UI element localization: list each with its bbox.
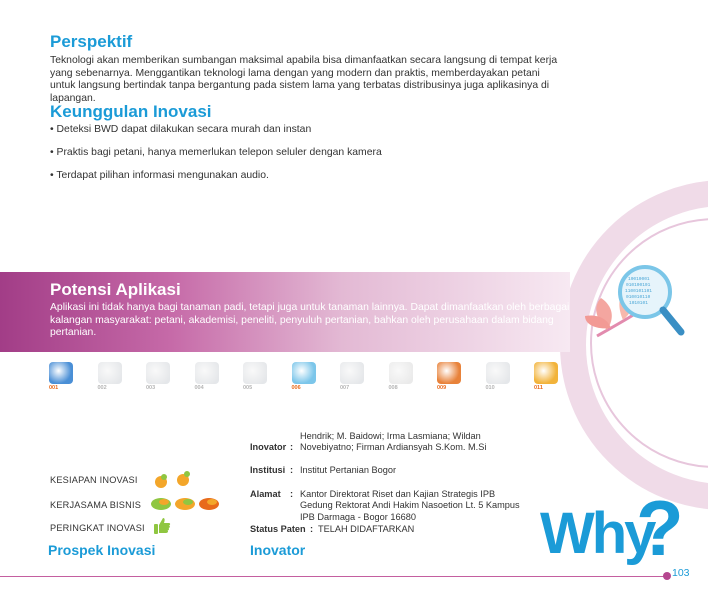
icon-number: 004	[194, 385, 204, 391]
readiness-icon	[150, 468, 196, 492]
magnifier-icon	[292, 362, 316, 384]
svg-text:010100101: 010100101	[626, 283, 651, 288]
inovator-label: Inovator	[250, 442, 287, 452]
application-icon-010	[484, 360, 518, 394]
application-icon-007	[338, 360, 372, 394]
status-paten-label: Status Paten	[250, 524, 306, 534]
alamat-label: Alamat	[250, 489, 281, 499]
page-number: 103	[672, 567, 690, 579]
splash-icon	[389, 362, 413, 384]
alamat-value: Kantor Direktorat Riset dan Kajian Strategis IPB Gedung Rektorat Andi Hakim Nasoetion Lt. 5 Kampus IPB Darmaga - Bogor 16680	[300, 489, 520, 522]
icon-number: 002	[97, 385, 107, 391]
svg-text:1100101101: 1100101101	[625, 289, 653, 294]
application-icon-011	[532, 360, 566, 394]
list-item: • Terdapat pilihan informasi mengunakan audio.	[50, 170, 382, 193]
truck-icon	[340, 362, 364, 384]
why-question-mark: ?	[636, 484, 684, 572]
brain-icon	[98, 362, 122, 384]
icon-number: 009	[437, 385, 447, 391]
potensi-text: Aplikasi ini tidak hanya bagi tanaman padi, tetapi juga untuk tanaman lainnya. Dapat dimanfaatkan oleh berbagai kalangan masyarakat: petani, akademisi, peneliti, penyuluh pertanian, bahkan oleh perusahaan dalam bidang pertanian.	[50, 302, 570, 339]
cloud-icon	[486, 362, 510, 384]
handshake-icons	[150, 494, 222, 514]
institusi-value: Institut Pertanian Bogor	[300, 465, 397, 475]
chart-icon	[534, 362, 558, 384]
kerjasama-label: KERJASAMA BISNIS	[50, 500, 142, 510]
footer-line	[0, 576, 668, 577]
inovator-title: Inovator	[250, 542, 306, 558]
application-icon-008	[387, 360, 421, 394]
colon: :	[290, 489, 294, 499]
icon-number: 008	[388, 385, 398, 391]
icon-number: 011	[534, 385, 543, 391]
application-icons-strip	[47, 360, 567, 394]
keunggulan-title: Keunggulan Inovasi	[50, 102, 212, 121]
list-item: • Praktis bagi petani, hanya memerlukan telepon seluler dengan kamera	[50, 147, 382, 170]
svg-text:010010110: 010010110	[626, 295, 651, 300]
footer-dot	[663, 572, 671, 580]
application-icon-004	[193, 360, 227, 394]
perspektif-text: Teknologi akan memberikan sumbangan maksimal apabila bisa dimanfaatkan secara langsung di tempat kerja yang sebenarnya. Menggantikan teknologi lama dengan yang modern dan praktis, memberdayakan petani untuk langsung bertindak tanpa bergantung pada sistem lama yang terbatas distribusinya juga aplikasinya di lapangan.	[50, 55, 558, 104]
why-logo-text: Why	[540, 501, 654, 566]
target-icon	[437, 362, 461, 384]
list-item: • Deteksi BWD dapat dilakukan secara murah dan instan	[50, 124, 382, 147]
potensi-title: Potensi Aplikasi	[50, 280, 181, 299]
perspektif-title: Perspektif	[50, 32, 133, 51]
colon: :	[310, 524, 314, 534]
colon: :	[290, 465, 294, 475]
factory-icon	[146, 362, 170, 384]
thumbs-up-icon	[152, 516, 172, 536]
application-icon-001	[47, 360, 81, 394]
application-icon-005	[241, 360, 275, 394]
icon-number: 005	[243, 385, 253, 391]
application-icon-003	[144, 360, 178, 394]
satellite-dish-icon	[49, 362, 73, 384]
institusi-label: Institusi	[250, 465, 286, 475]
inovator-value: Hendrik; M. Baidowi; Irma Lasmiana; Wildan Novebiyatno; Firman Ardiansyah S.Kom. M.Si	[300, 431, 487, 453]
keunggulan-list	[50, 124, 382, 193]
icon-number: 003	[146, 385, 156, 391]
peringkat-label: PERINGKAT INOVASI	[50, 523, 145, 533]
crops-icon	[243, 362, 267, 384]
icon-number: 007	[340, 385, 350, 391]
prospek-title: Prospek Inovasi	[48, 542, 156, 558]
svg-text:1010101: 1010101	[629, 301, 648, 306]
magnifier-plant-illustration	[585, 258, 690, 368]
icon-number: 010	[485, 385, 495, 391]
colon: :	[290, 442, 294, 452]
kesiapan-label: KESIAPAN INOVASI	[50, 475, 138, 485]
application-icon-006	[290, 360, 324, 394]
icon-number: 001	[49, 385, 59, 391]
icon-number: 006	[291, 385, 301, 391]
satellite-icon	[195, 362, 219, 384]
status-paten-value: TELAH DIDAFTARKAN	[318, 524, 415, 534]
application-icon-002	[96, 360, 130, 394]
svg-text:10010001: 10010001	[628, 277, 650, 282]
application-icon-009	[435, 360, 469, 394]
